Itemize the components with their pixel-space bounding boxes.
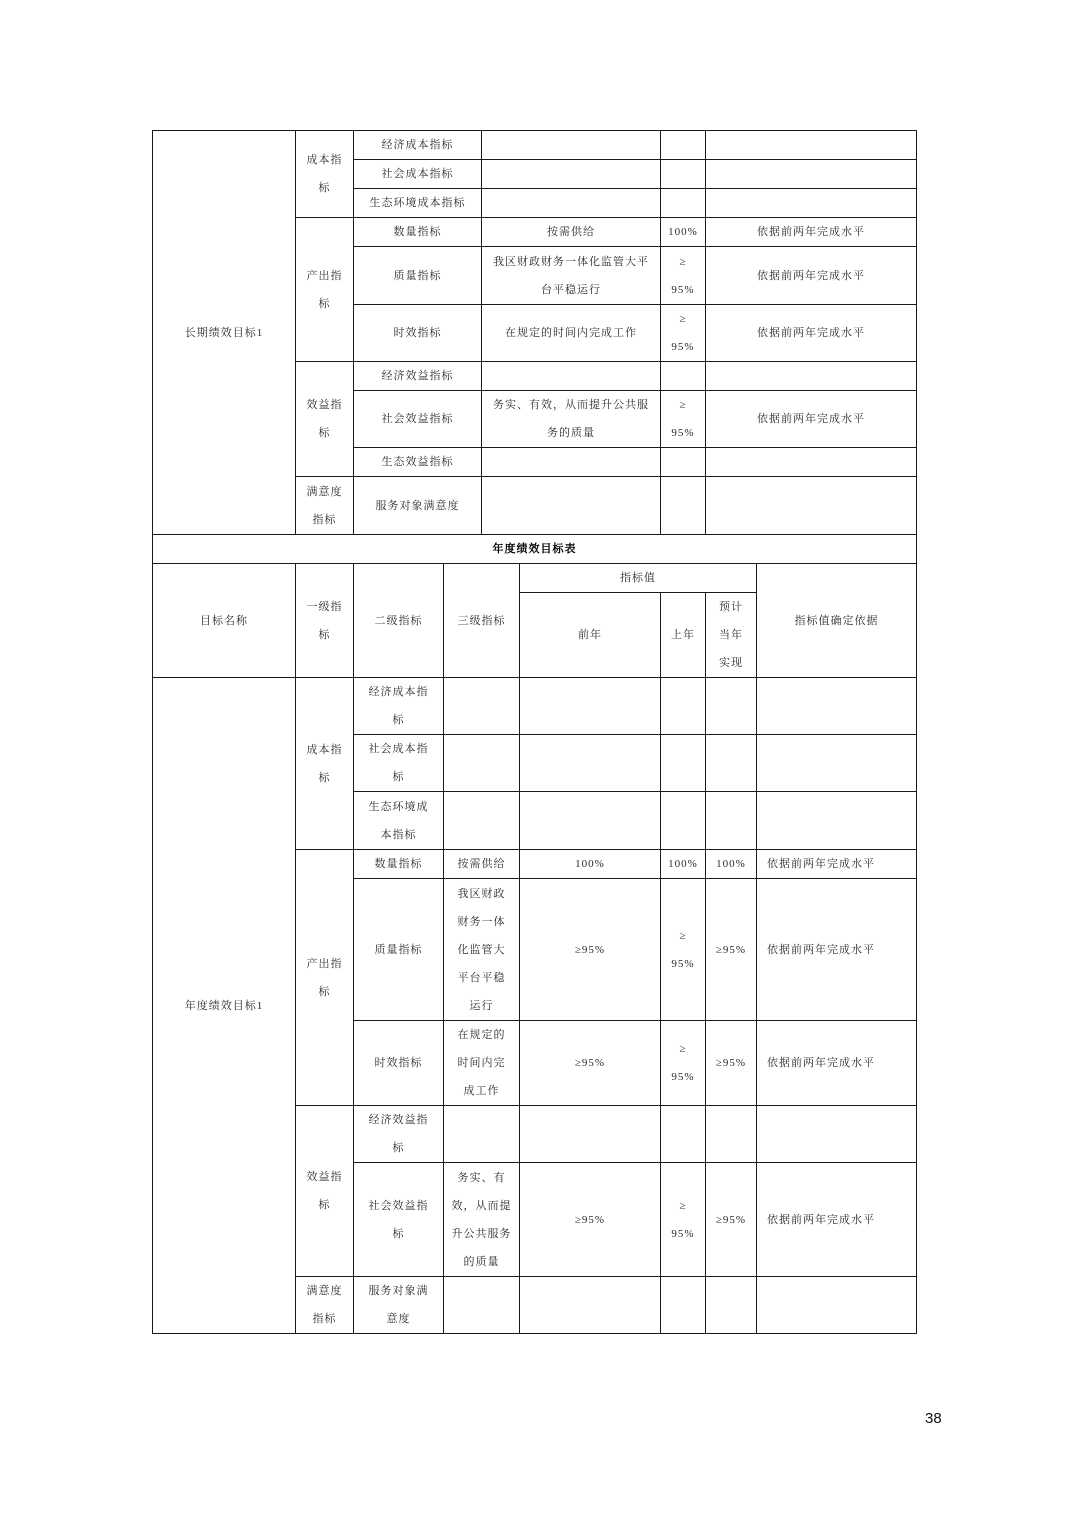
indicator-rate-cell xyxy=(661,160,706,189)
long-term-target-name: 长期绩效目标1 xyxy=(153,131,296,535)
last-year-cell: 100% xyxy=(661,850,706,879)
indicator-basis-cell: 依据前两年完成水平 xyxy=(706,247,917,305)
header-target-name: 目标名称 xyxy=(153,564,296,678)
table-row xyxy=(153,131,917,160)
indicator-rate-cell xyxy=(661,131,706,160)
level3-indicator-cell xyxy=(444,735,520,792)
basis-cell xyxy=(757,792,917,850)
indicator-value-cell xyxy=(482,189,661,218)
level2-indicator: 经济成本指标 xyxy=(354,678,444,735)
last-year-cell: ≥ 95% xyxy=(661,1021,706,1106)
indicator-rate-cell xyxy=(661,189,706,218)
level3-indicator-cell: 按需供给 xyxy=(444,850,520,879)
level2-indicator: 质量指标 xyxy=(354,879,444,1021)
level2-indicator: 经济成本指标 xyxy=(354,131,482,160)
indicator-basis-cell: 依据前两年完成水平 xyxy=(706,391,917,448)
level1-satisfaction-indicator: 满意度指标 xyxy=(296,1277,354,1334)
indicator-rate-cell: ≥ 95% xyxy=(661,247,706,305)
indicator-basis-cell xyxy=(706,362,917,391)
indicator-basis-cell xyxy=(706,448,917,477)
header-level3: 三级指标 xyxy=(444,564,520,678)
level2-indicator: 生态环境成本指标 xyxy=(354,189,482,218)
basis-cell: 依据前两年完成水平 xyxy=(757,1021,917,1106)
header-last-year: 上年 xyxy=(661,593,706,678)
expected-cell xyxy=(706,735,757,792)
level1-cost-indicator: 成本指标 xyxy=(296,678,354,850)
last-year-cell: ≥ 95% xyxy=(661,879,706,1021)
indicator-value-cell: 按需供给 xyxy=(482,218,661,247)
last-year-cell xyxy=(661,792,706,850)
indicator-basis-cell xyxy=(706,160,917,189)
level2-indicator: 质量指标 xyxy=(354,247,482,305)
indicator-value-cell xyxy=(482,477,661,535)
prev-year-cell xyxy=(520,678,661,735)
last-year-cell xyxy=(661,1106,706,1163)
last-year-cell: ≥ 95% xyxy=(661,1163,706,1277)
level3-indicator-cell: 我区财政财务一体化监管大平台平稳运行 xyxy=(444,879,520,1021)
prev-year-cell xyxy=(520,792,661,850)
level3-indicator-cell: 在规定的时间内完成工作 xyxy=(444,1021,520,1106)
indicator-value-cell xyxy=(482,131,661,160)
indicator-basis-cell: 依据前两年完成水平 xyxy=(706,305,917,362)
level3-indicator-cell xyxy=(444,1106,520,1163)
header-level2: 二级指标 xyxy=(354,564,444,678)
level2-indicator: 社会效益指标 xyxy=(354,391,482,448)
expected-cell xyxy=(706,678,757,735)
level2-indicator: 时效指标 xyxy=(354,1021,444,1106)
basis-cell xyxy=(757,735,917,792)
table-row xyxy=(153,678,917,735)
indicator-value-cell xyxy=(482,160,661,189)
expected-cell: ≥95% xyxy=(706,1021,757,1106)
prev-year-cell xyxy=(520,1106,661,1163)
level2-indicator: 服务对象满意度 xyxy=(354,477,482,535)
performance-target-table xyxy=(152,130,917,1334)
prev-year-cell xyxy=(520,735,661,792)
level3-indicator-cell xyxy=(444,1277,520,1334)
header-level1: 一级指标 xyxy=(296,564,354,678)
basis-cell: 依据前两年完成水平 xyxy=(757,850,917,879)
prev-year-cell: ≥95% xyxy=(520,1163,661,1277)
annual-target-name: 年度绩效目标1 xyxy=(153,678,296,1334)
expected-cell xyxy=(706,1106,757,1163)
basis-cell: 依据前两年完成水平 xyxy=(757,1163,917,1277)
level2-indicator: 经济效益指标 xyxy=(354,362,482,391)
level2-indicator: 社会效益指标 xyxy=(354,1163,444,1277)
indicator-rate-cell: 100% xyxy=(661,218,706,247)
indicator-rate-cell xyxy=(661,448,706,477)
level1-cost-indicator: 成本指标 xyxy=(296,131,354,218)
header-indicator-value: 指标值 xyxy=(520,564,757,593)
level2-indicator: 生态环境成本指标 xyxy=(354,792,444,850)
header-expected: 预计当年实现 xyxy=(706,593,757,678)
indicator-basis-cell xyxy=(706,131,917,160)
indicator-rate-cell: ≥ 95% xyxy=(661,305,706,362)
level2-indicator: 服务对象满意度 xyxy=(354,1277,444,1334)
prev-year-cell: 100% xyxy=(520,850,661,879)
expected-cell xyxy=(706,1277,757,1334)
header-prev-year: 前年 xyxy=(520,593,661,678)
prev-year-cell: ≥95% xyxy=(520,879,661,1021)
basis-cell xyxy=(757,1277,917,1334)
basis-cell xyxy=(757,1106,917,1163)
level2-indicator: 社会成本指标 xyxy=(354,160,482,189)
indicator-rate-cell xyxy=(661,362,706,391)
basis-cell xyxy=(757,678,917,735)
header-basis: 指标值确定依据 xyxy=(757,564,917,678)
expected-cell xyxy=(706,792,757,850)
level1-benefit-indicator: 效益指标 xyxy=(296,1106,354,1277)
annual-table-title: 年度绩效目标表 xyxy=(153,535,917,564)
indicator-value-cell xyxy=(482,362,661,391)
last-year-cell xyxy=(661,1277,706,1334)
expected-cell: 100% xyxy=(706,850,757,879)
indicator-basis-cell: 依据前两年完成水平 xyxy=(706,218,917,247)
level3-indicator-cell xyxy=(444,792,520,850)
table-header-row xyxy=(153,564,917,593)
level2-indicator: 社会成本指标 xyxy=(354,735,444,792)
last-year-cell xyxy=(661,678,706,735)
indicator-value-cell: 务实、有效，从而提升公共服务的质量 xyxy=(482,391,661,448)
indicator-rate-cell xyxy=(661,477,706,535)
level2-indicator: 生态效益指标 xyxy=(354,448,482,477)
level3-indicator-cell xyxy=(444,678,520,735)
table-row xyxy=(153,535,917,564)
indicator-value-cell: 我区财政财务一体化监管大平台平稳运行 xyxy=(482,247,661,305)
expected-cell: ≥95% xyxy=(706,1163,757,1277)
indicator-basis-cell xyxy=(706,477,917,535)
level1-output-indicator: 产出指标 xyxy=(296,218,354,362)
level2-indicator: 数量指标 xyxy=(354,850,444,879)
level2-indicator: 数量指标 xyxy=(354,218,482,247)
expected-cell: ≥95% xyxy=(706,879,757,1021)
level1-satisfaction-indicator: 满意度指标 xyxy=(296,477,354,535)
basis-cell: 依据前两年完成水平 xyxy=(757,879,917,1021)
level2-indicator: 时效指标 xyxy=(354,305,482,362)
prev-year-cell: ≥95% xyxy=(520,1021,661,1106)
indicator-value-cell xyxy=(482,448,661,477)
level2-indicator: 经济效益指标 xyxy=(354,1106,444,1163)
indicator-value-cell: 在规定的时间内完成工作 xyxy=(482,305,661,362)
page-number: 38 xyxy=(925,1410,942,1427)
level1-benefit-indicator: 效益指标 xyxy=(296,362,354,477)
last-year-cell xyxy=(661,735,706,792)
level1-output-indicator: 产出指标 xyxy=(296,850,354,1106)
indicator-basis-cell xyxy=(706,189,917,218)
prev-year-cell xyxy=(520,1277,661,1334)
indicator-rate-cell: ≥ 95% xyxy=(661,391,706,448)
level3-indicator-cell: 务实、有效，从而提升公共服务的质量 xyxy=(444,1163,520,1277)
